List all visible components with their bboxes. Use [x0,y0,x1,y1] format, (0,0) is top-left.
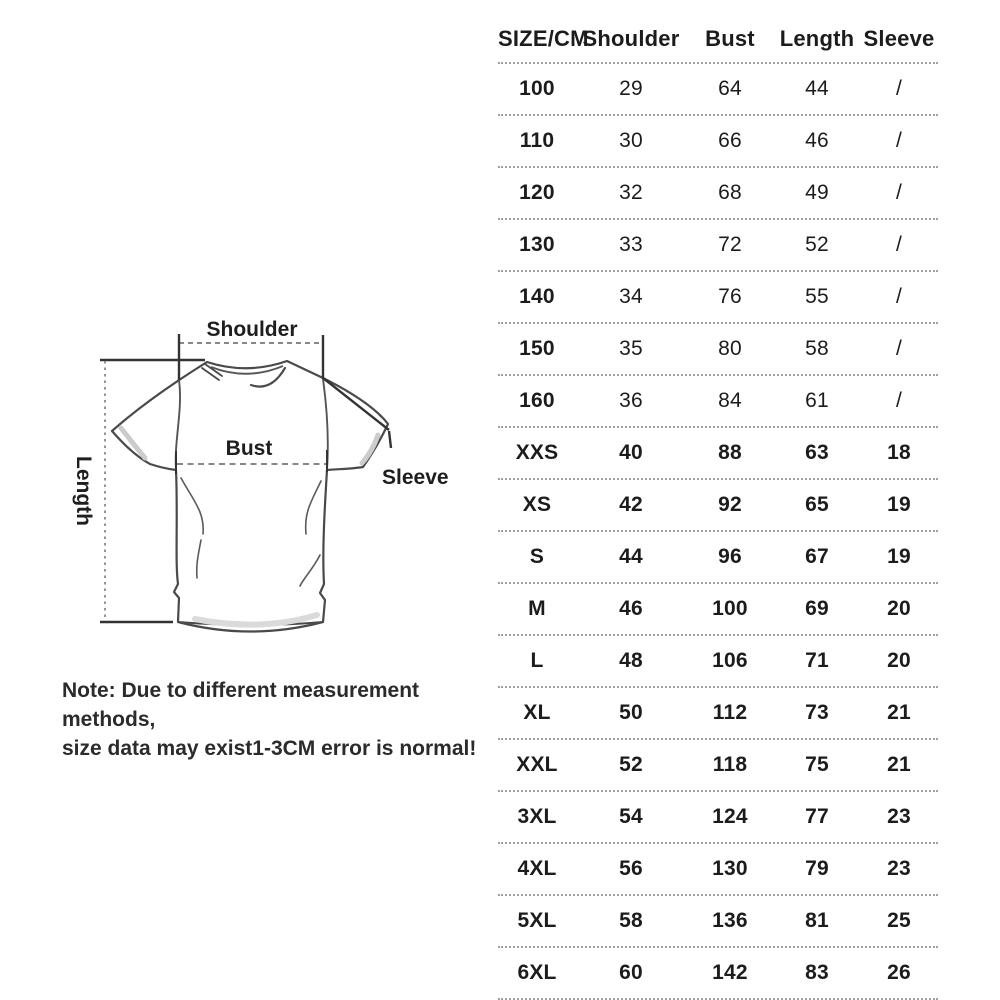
value-cell: 18 [887,441,911,464]
table-row [498,740,938,792]
value-cell: 63 [805,441,829,464]
value-cell: / [895,233,903,256]
value-cell: 69 [805,597,829,620]
value-cell: 20 [887,597,911,620]
value-cell: 88 [718,441,742,464]
value-cell: 19 [887,493,911,516]
size-label-cell: 140 [519,285,555,308]
value-cell: 136 [712,909,748,932]
length-label: Length [72,456,95,526]
value-cell: 118 [712,753,748,776]
value-cell: / [895,77,903,100]
header-size-cm: SIZE/CM [498,26,589,51]
value-cell: 76 [718,285,742,308]
table-row [498,688,938,740]
value-cell: 46 [805,129,829,152]
value-cell: 79 [805,857,829,880]
measurement-note [62,676,482,763]
value-cell: 52 [805,233,829,256]
table-row [498,428,938,480]
tshirt-outline [112,361,388,632]
size-label-cell: 110 [519,129,555,152]
header-bust: Bust [705,26,755,51]
size-label-cell: 6XL [517,961,557,984]
tshirt-diagram [55,288,455,648]
value-cell: 77 [805,805,829,828]
table-row [498,844,938,896]
size-label-cell: S [529,545,545,568]
value-cell: / [895,285,903,308]
value-cell: 60 [619,961,643,984]
value-cell: 81 [805,909,829,932]
value-cell: 33 [619,233,643,256]
value-cell: 71 [805,649,829,672]
table-row [498,896,938,948]
value-cell: 32 [619,181,643,204]
size-label-cell: 130 [519,233,555,256]
size-table-body [498,64,938,1000]
table-row [498,64,938,116]
value-cell: 92 [718,493,742,516]
value-cell: 19 [887,545,911,568]
value-cell: 84 [718,389,742,412]
value-cell: / [895,389,903,412]
value-cell: 96 [718,545,742,568]
value-cell: 52 [619,753,643,776]
size-label-cell: XXS [515,441,559,464]
sleeve-label: Sleeve [382,466,449,489]
bust-label: Bust [225,437,273,460]
size-label-cell: L [530,649,544,672]
table-row [498,948,938,1000]
value-cell: 21 [887,701,911,724]
header-shoulder: Shoulder [582,26,680,51]
size-label-cell: 100 [519,77,555,100]
value-cell: 23 [887,857,911,880]
table-row [498,532,938,584]
table-row [498,272,938,324]
value-cell: 142 [712,961,748,984]
value-cell: 25 [887,909,911,932]
value-cell: 36 [619,389,643,412]
value-cell: 42 [619,493,643,516]
value-cell: 40 [619,441,643,464]
note-line-2: size data may exist1-3CM error is normal! [62,737,477,760]
value-cell: 100 [712,597,748,620]
table-row [498,584,938,636]
table-row [498,636,938,688]
value-cell: 34 [619,285,643,308]
value-cell: / [895,337,903,360]
value-cell: 124 [712,805,748,828]
shoulder-label: Shoulder [206,318,298,341]
table-row [498,792,938,844]
size-label-cell: XL [523,701,551,724]
size-label-cell: 3XL [517,805,557,828]
value-cell: 55 [805,285,829,308]
value-cell: 23 [887,805,911,828]
value-cell: 72 [718,233,742,256]
note-line-1: Note: Due to different measurement methods, [62,679,420,731]
value-cell: 20 [887,649,911,672]
table-row [498,168,938,220]
size-label-cell: 160 [519,389,555,412]
value-cell: 35 [619,337,643,360]
value-cell: 30 [619,129,643,152]
value-cell: 44 [619,545,643,568]
value-cell: / [895,129,903,152]
value-cell: 58 [805,337,829,360]
value-cell: 106 [712,649,748,672]
size-label-cell: M [528,597,546,620]
table-row [498,376,938,428]
value-cell: 48 [619,649,643,672]
value-cell: 130 [712,857,748,880]
table-row [498,220,938,272]
header-length: Length [779,26,855,51]
value-cell: 65 [805,493,829,516]
value-cell: 61 [805,389,829,412]
size-label-cell: 150 [519,337,555,360]
size-table-header [498,16,938,64]
value-cell: 73 [805,701,829,724]
value-cell: 58 [619,909,643,932]
size-label-cell: XS [522,493,552,516]
size-label-cell: XXL [516,753,558,776]
value-cell: 64 [718,77,742,100]
value-cell: 112 [712,701,748,724]
value-cell: 75 [805,753,829,776]
table-row [498,116,938,168]
value-cell: 68 [718,181,742,204]
value-cell: 44 [805,77,829,100]
header-sleeve: Sleeve [863,26,935,51]
value-cell: 80 [718,337,742,360]
size-label-cell: 5XL [517,909,557,932]
value-cell: 29 [619,77,643,100]
value-cell: 49 [805,181,829,204]
value-cell: 54 [619,805,643,828]
value-cell: 66 [718,129,742,152]
value-cell: / [895,181,903,204]
value-cell: 67 [805,545,829,568]
value-cell: 21 [887,753,911,776]
value-cell: 50 [619,701,643,724]
size-label-cell: 4XL [517,857,557,880]
table-row [498,480,938,532]
value-cell: 83 [805,961,829,984]
size-table [498,16,938,1000]
value-cell: 26 [887,961,911,984]
value-cell: 56 [619,857,643,880]
table-row [498,324,938,376]
value-cell: 46 [619,597,643,620]
size-label-cell: 120 [519,181,555,204]
